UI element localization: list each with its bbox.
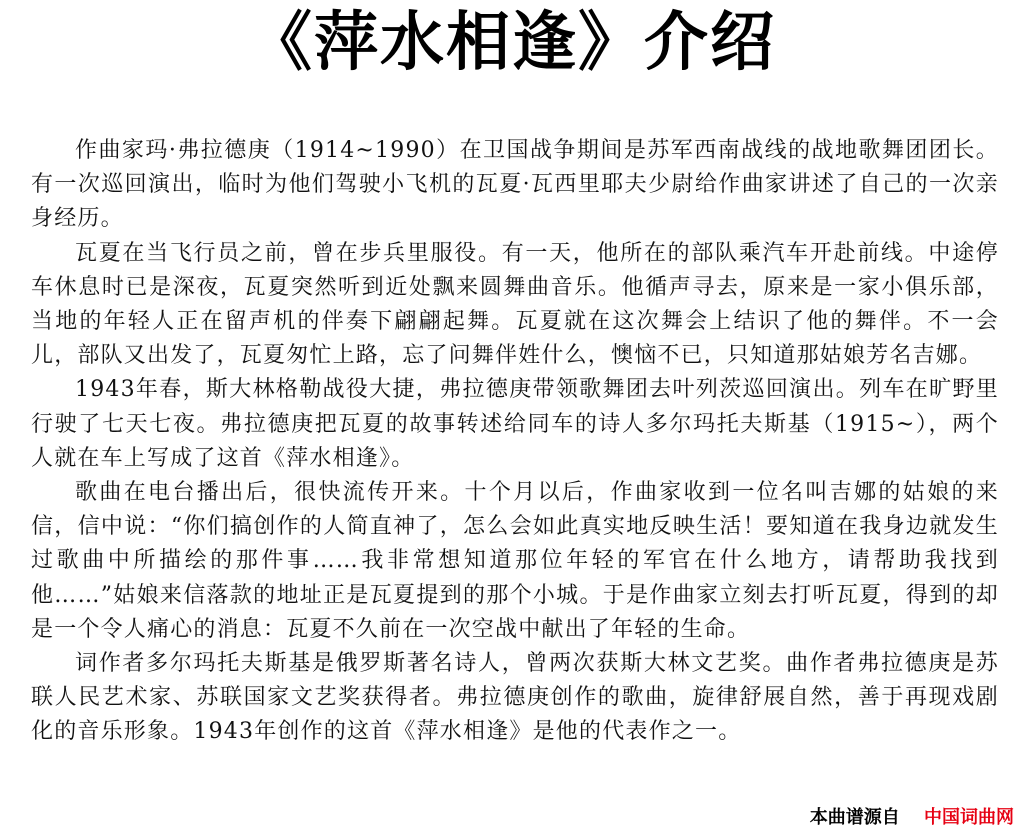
paragraph: 瓦夏在当飞行员之前，曾在步兵里服役。有一天，他所在的部队乘汽车开赴前线。中途停车休息时已是深夜，瓦夏突然听到近处飘来圆舞曲音乐。他循声寻去，原来是一家小俱乐部，当地的年轻人正在留声机的伴奏下翩翩起舞。瓦夏就在这次舞会上结识了他的舞伴。不一会儿，部队又出发了，瓦夏匆忙上路，忘了问舞伴姓什么，懊恼不已，只知道那姑娘芳名吉娜。 — [31, 240, 999, 369]
paragraph: 词作者多尔玛托夫斯基是俄罗斯著名诗人，曾两次获斯大林文艺奖。曲作者弗拉德庚是苏联人民艺术家、苏联国家文艺奖获得者。弗拉德庚创作的歌曲，旋律舒展自然，善于再现戏剧化的音乐形象。1943年创作的这首《萍水相逢》是他的代表作之一。 — [31, 651, 999, 745]
page-title: 《萍水相逢》介绍 — [248, 6, 776, 80]
source-footer — [810, 806, 1014, 830]
site-name-link[interactable]: 中国词曲网 — [924, 807, 1014, 828]
source-label: 本曲谱源自 — [809, 807, 900, 828]
paragraph: 作曲家玛·弗拉德庚（1914~1990）在卫国战争期间是苏军西南战线的战地歌舞团团长。有一次巡回演出，临时为他们驾驶小飞机的瓦夏·瓦西里耶夫少尉给作曲家讲述了自己的一次亲身经历。 — [31, 138, 999, 232]
article-body — [31, 134, 999, 750]
paragraph: 1943年春，斯大林格勒战役大捷，弗拉德庚带领歌舞团去叶列茨巡回演出。列车在旷野里行驶了七天七夜。弗拉德庚把瓦夏的故事转述给同车的诗人多尔玛托夫斯基（1915~），两个人就在车上写成了这首《萍水相逢》。 — [31, 377, 999, 471]
paragraph: 歌曲在电台播出后，很快流传开来。十个月以后，作曲家收到一位名叫吉娜的姑娘的来信，信中说：“你们搞创作的人简直神了，怎么会如此真实地反映生活！要知道在我身边就发生过歌曲中所描绘的那件事……我非常想知道那位年轻的军官在什么地方，请帮助我找到他……”姑娘来信落款的地址正是瓦夏提到的那个小城。于是作曲家立刻去打听瓦夏，得到的却是一个令人痛心的消息：瓦夏不久前在一次空战中献出了年轻的生命。 — [31, 480, 999, 642]
